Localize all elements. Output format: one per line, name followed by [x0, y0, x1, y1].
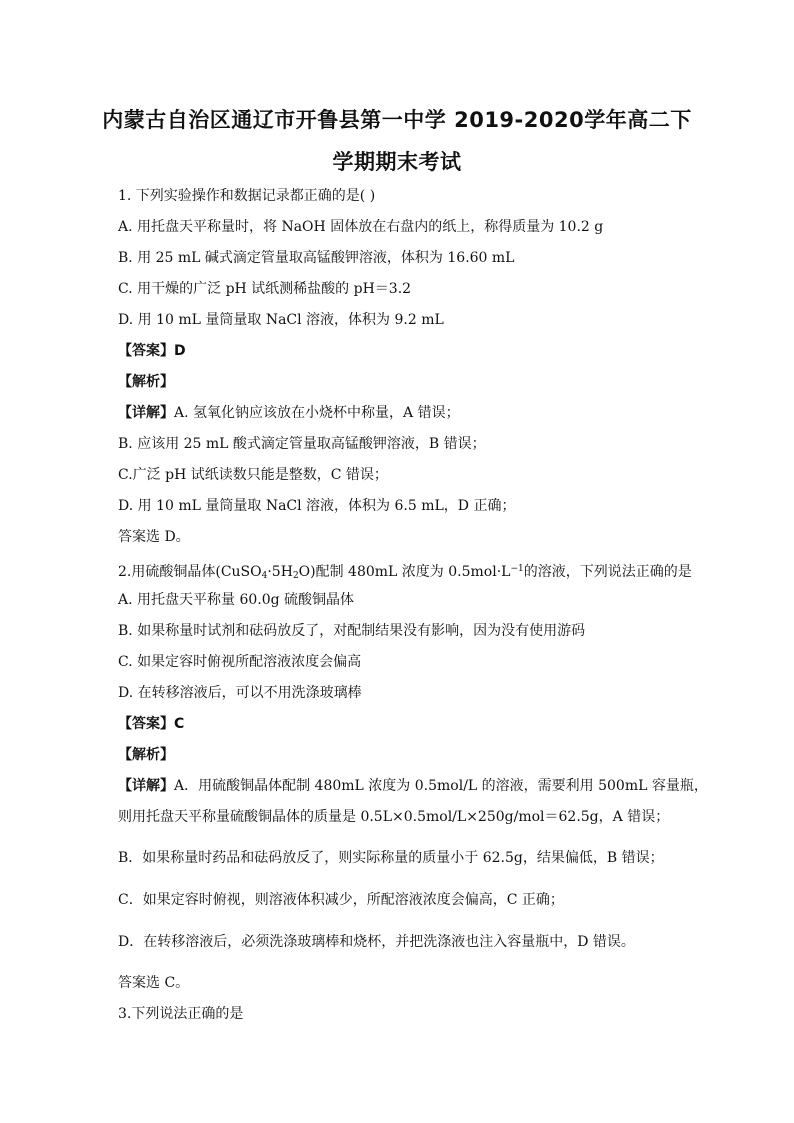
q2-answer: 【答案】C — [118, 716, 185, 732]
q1-answer: 【答案】D — [118, 343, 186, 359]
title-line-1: 内蒙古自治区通辽市开鲁县第一中学 2019-2020学年高二下 — [102, 108, 692, 132]
q2-stem-part-1: 2.用硫酸铜晶体(CuSO — [118, 564, 262, 580]
q2-stem-part-2: ·5H — [267, 564, 293, 580]
q2-detail-2: B．如果称量时药品和砝码放反了，则实际称量的质量小于 62.5g，结果偏低，B 错误； — [118, 850, 664, 866]
q1-option-b: B. 用 25 mL 碱式滴定管量取高锰酸钾溶液，体积为 16.60 mL — [118, 250, 515, 266]
q2-stem-part-3: O)配制 480mL 浓度为 0.5mol·L — [298, 564, 511, 580]
q2-conclusion: 答案选 C。 — [118, 975, 190, 991]
q2-stem — [118, 560, 692, 585]
q1-detail-1-text: A. 氢氧化钠应该放在小烧杯中称量，A 错误； — [174, 405, 460, 421]
q2-detail-1a-text: A．用硫酸铜晶体配制 480mL 浓度为 0.5mol/L 的溶液，需要利用 500mL 容量瓶， — [174, 778, 708, 794]
q1-detail-3: C.广泛 pH 试纸读数只能是整数，C 错误； — [118, 467, 388, 483]
q1-option-d: D. 用 10 mL 量筒量取 NaCl 溶液，体积为 9.2 mL — [118, 312, 444, 328]
q2-detail-3: C．如果定容时俯视，则溶液体积减少，所配溶液浓度会偏高，C 正确； — [118, 892, 564, 908]
q1-stem: 1. 下列实验操作和数据记录都正确的是( ) — [118, 188, 376, 204]
q3-stem: 3.下列说法正确的是 — [118, 1006, 244, 1022]
title-line-2: 学期期末考试 — [332, 150, 462, 174]
q1-detail-tag: 【详解】 — [118, 405, 174, 421]
q2-detail-tag: 【详解】 — [118, 778, 174, 794]
q2-stem-part-4: 的溶液，下列说法正确的是 — [523, 564, 692, 580]
q2-stem-sup: −1 — [510, 564, 524, 574]
q2-option-c: C. 如果定容时俯视所配溶液浓度会偏高 — [118, 654, 362, 670]
q2-stem-sub-1: 4 — [261, 571, 268, 581]
q2-option-b: B. 如果称量时试剂和砝码放反了，对配制结果没有影响，因为没有使用游码 — [118, 623, 586, 639]
q1-detail-4: D. 用 10 mL 量筒量取 NaCl 溶液，体积为 6.5 mL，D 正确； — [118, 498, 516, 514]
q2-detail-1b: 则用托盘天平称量硫酸铜晶体的质量是 0.5L×0.5mol/L×250g/mol＝62.5g，A 错误； — [118, 809, 670, 825]
q2-option-d: D. 在转移溶液后，可以不用洗涤玻璃棒 — [118, 685, 362, 701]
q1-option-c: C. 用干燥的广泛 pH 试纸测稀盐酸的 pH＝3.2 — [118, 281, 412, 297]
q1-detail-1 — [118, 404, 460, 422]
q1-option-a: A. 用托盘天平称量时，将 NaOH 固体放在右盘内的纸上，称得质量为 10.2 g — [118, 219, 604, 235]
q1-analysis-label: 【解析】 — [118, 374, 174, 390]
q2-detail-1a — [118, 777, 708, 795]
q2-analysis-label: 【解析】 — [118, 747, 174, 763]
q2-option-a: A. 用托盘天平称量 60.0g 硫酸铜晶体 — [118, 592, 355, 608]
q1-detail-2: B. 应该用 25 mL 酸式滴定管量取高锰酸钾溶液，B 错误； — [118, 436, 486, 452]
q1-conclusion: 答案选 D。 — [118, 529, 190, 545]
q2-detail-4: D．在转移溶液后，必须洗涤玻璃棒和烧杯，并把洗涤液也注入容量瓶中，D 错误。 — [118, 934, 635, 950]
q2-stem-sub-2: 2 — [292, 571, 299, 581]
